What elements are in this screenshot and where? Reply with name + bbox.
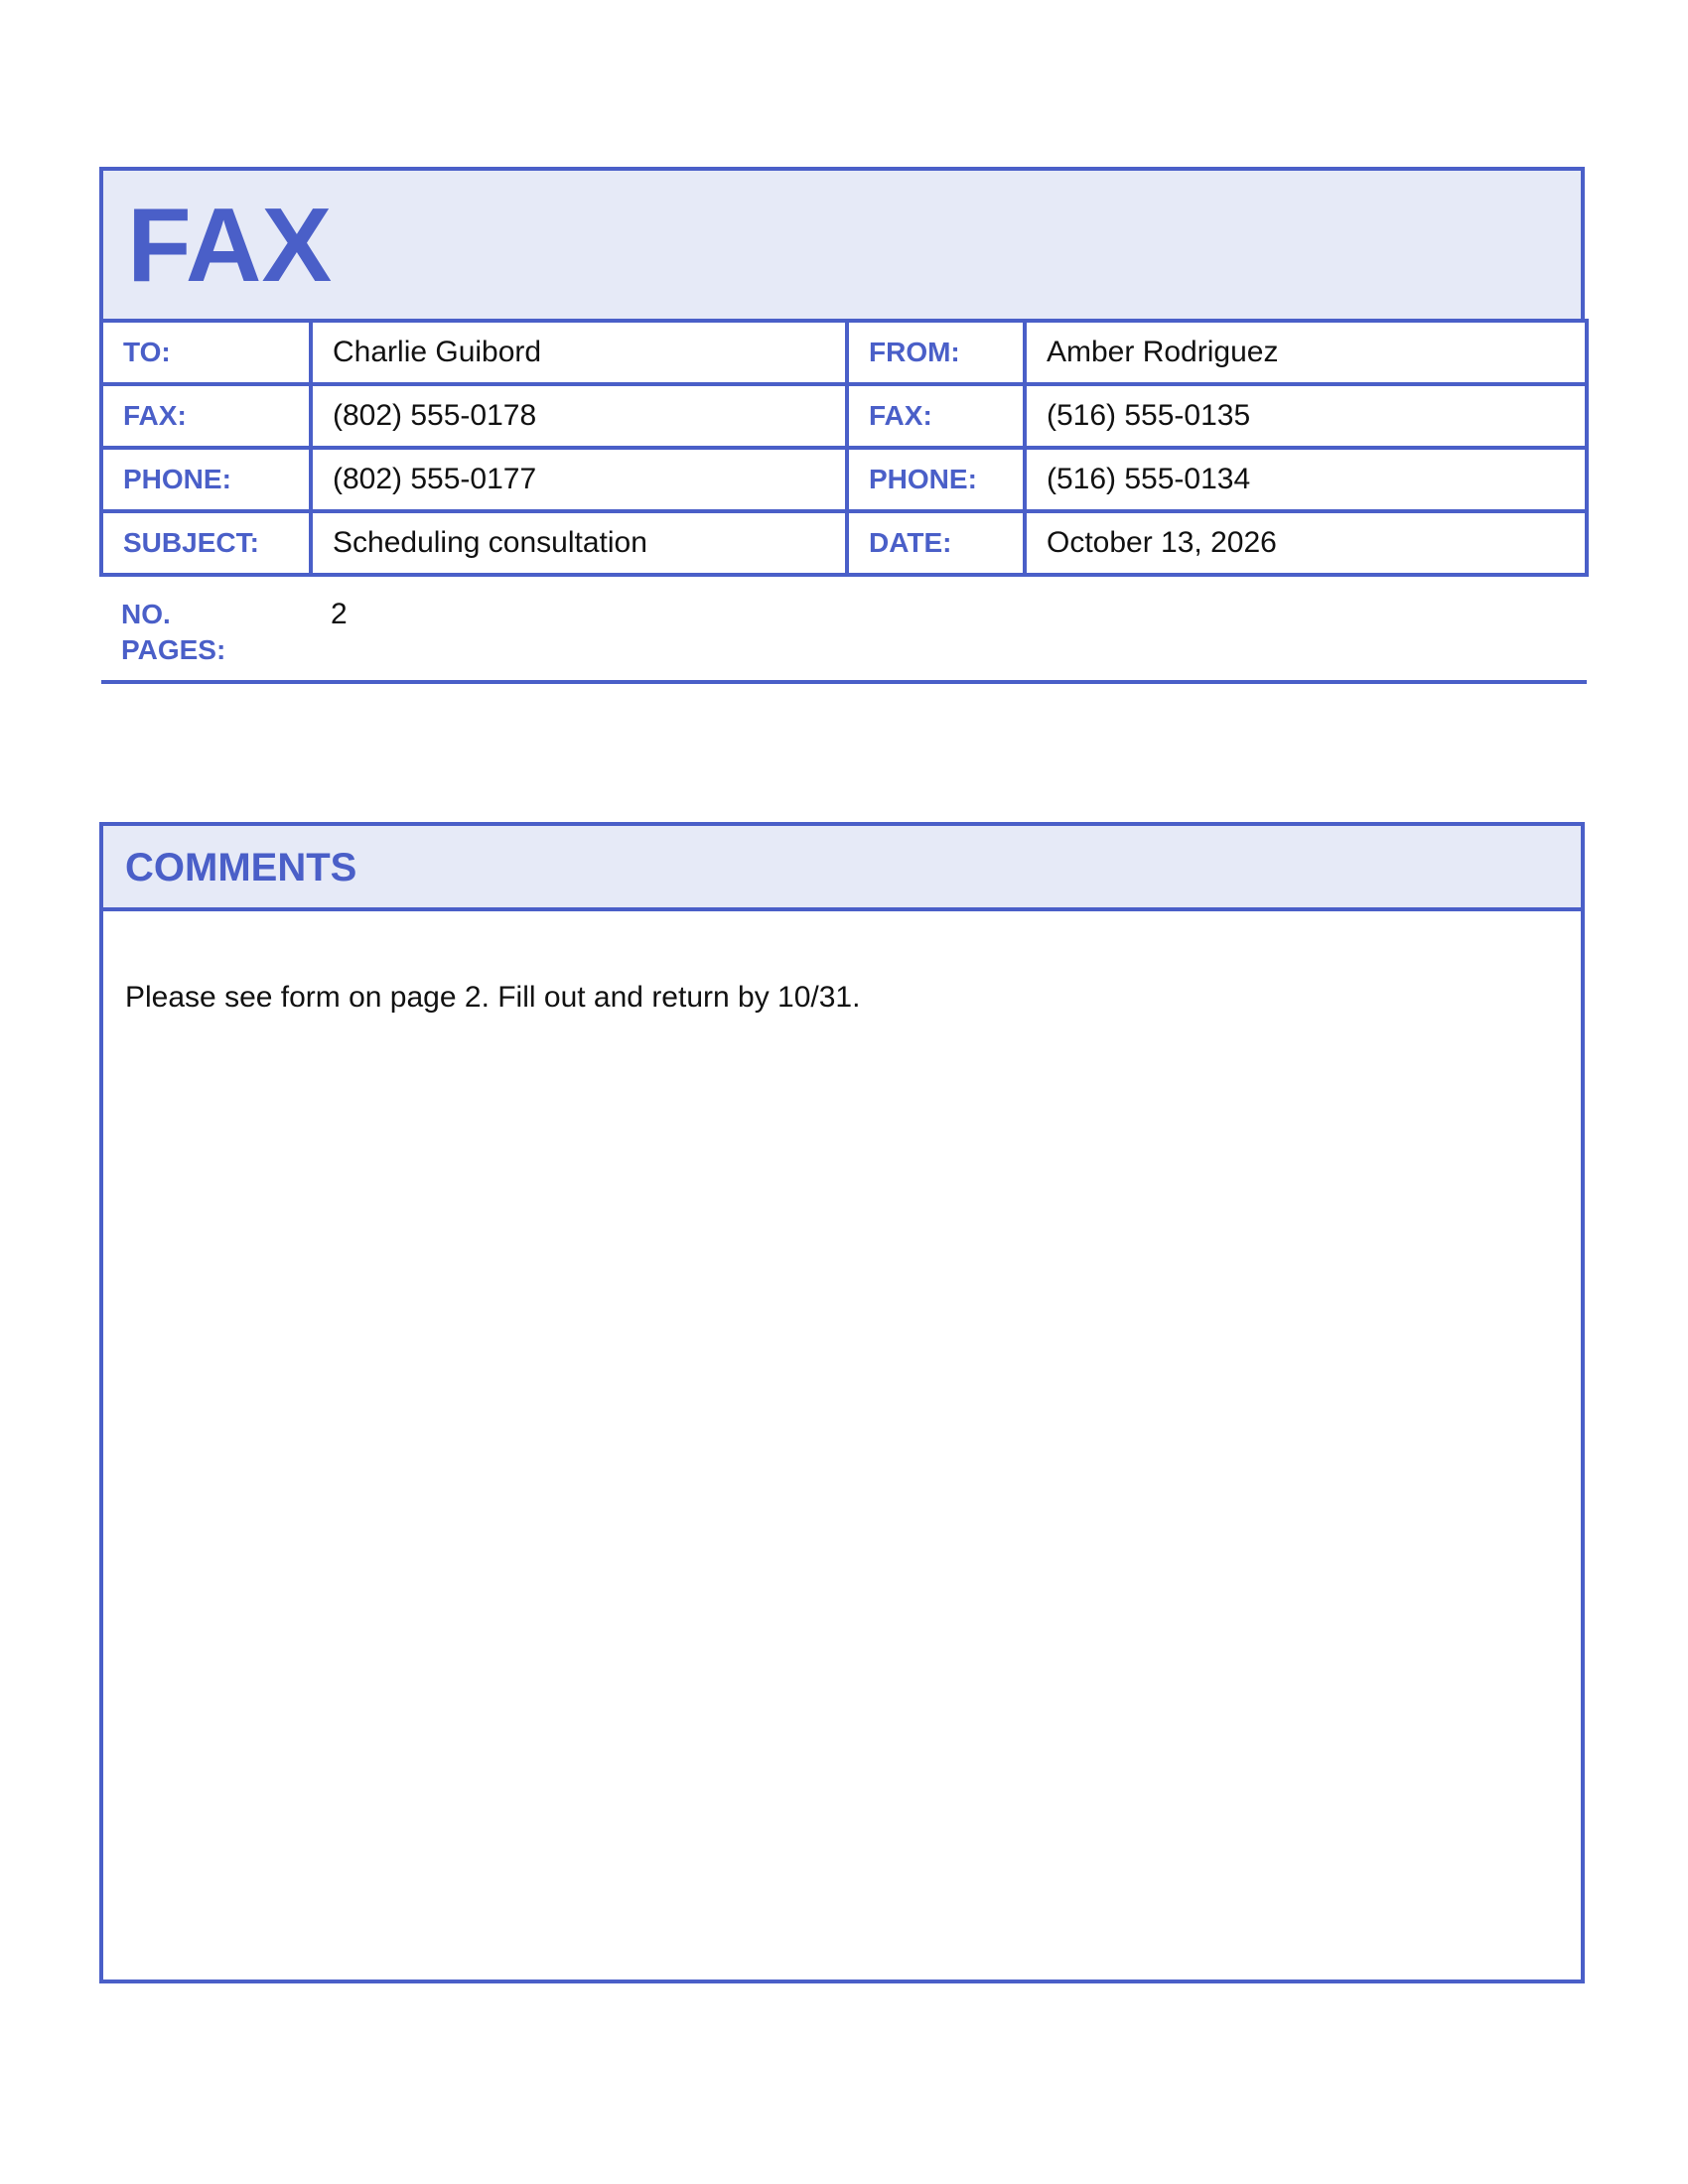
comments-box [99, 822, 1585, 1983]
subject-label: SUBJECT: [101, 511, 311, 575]
to-value: Charlie Guibord [311, 321, 847, 384]
fax-cover-block [99, 167, 1585, 684]
fax-to-label: FAX: [101, 384, 311, 448]
comments-text: Please see form on page 2. Fill out and return by 10/31. [125, 981, 861, 1014]
table-row [101, 448, 1587, 511]
comments-header [103, 826, 1581, 911]
subject-value: Scheduling consultation [311, 511, 847, 575]
date-label: DATE: [847, 511, 1025, 575]
fax-info-table [99, 319, 1589, 684]
table-row [101, 384, 1587, 448]
fax-to-value: (802) 555-0178 [311, 384, 847, 448]
to-label: TO: [101, 321, 311, 384]
table-row [101, 511, 1587, 575]
from-label: FROM: [847, 321, 1025, 384]
pages-value: 2 [311, 575, 1587, 682]
from-value: Amber Rodriguez [1025, 321, 1587, 384]
fax-from-label: FAX: [847, 384, 1025, 448]
fax-title: FAX [127, 187, 333, 304]
comments-title: COMMENTS [125, 846, 357, 889]
phone-to-label: PHONE: [101, 448, 311, 511]
fax-header [99, 167, 1585, 323]
date-value: October 13, 2026 [1025, 511, 1587, 575]
fax-from-value: (516) 555-0135 [1025, 384, 1587, 448]
phone-to-value: (802) 555-0177 [311, 448, 847, 511]
pages-label-line1: NO. [121, 599, 171, 629]
table-row [101, 321, 1587, 384]
pages-label-line2: PAGES: [121, 634, 226, 665]
phone-from-label: PHONE: [847, 448, 1025, 511]
phone-from-value: (516) 555-0134 [1025, 448, 1587, 511]
pages-label [101, 575, 311, 682]
table-row [101, 575, 1587, 682]
